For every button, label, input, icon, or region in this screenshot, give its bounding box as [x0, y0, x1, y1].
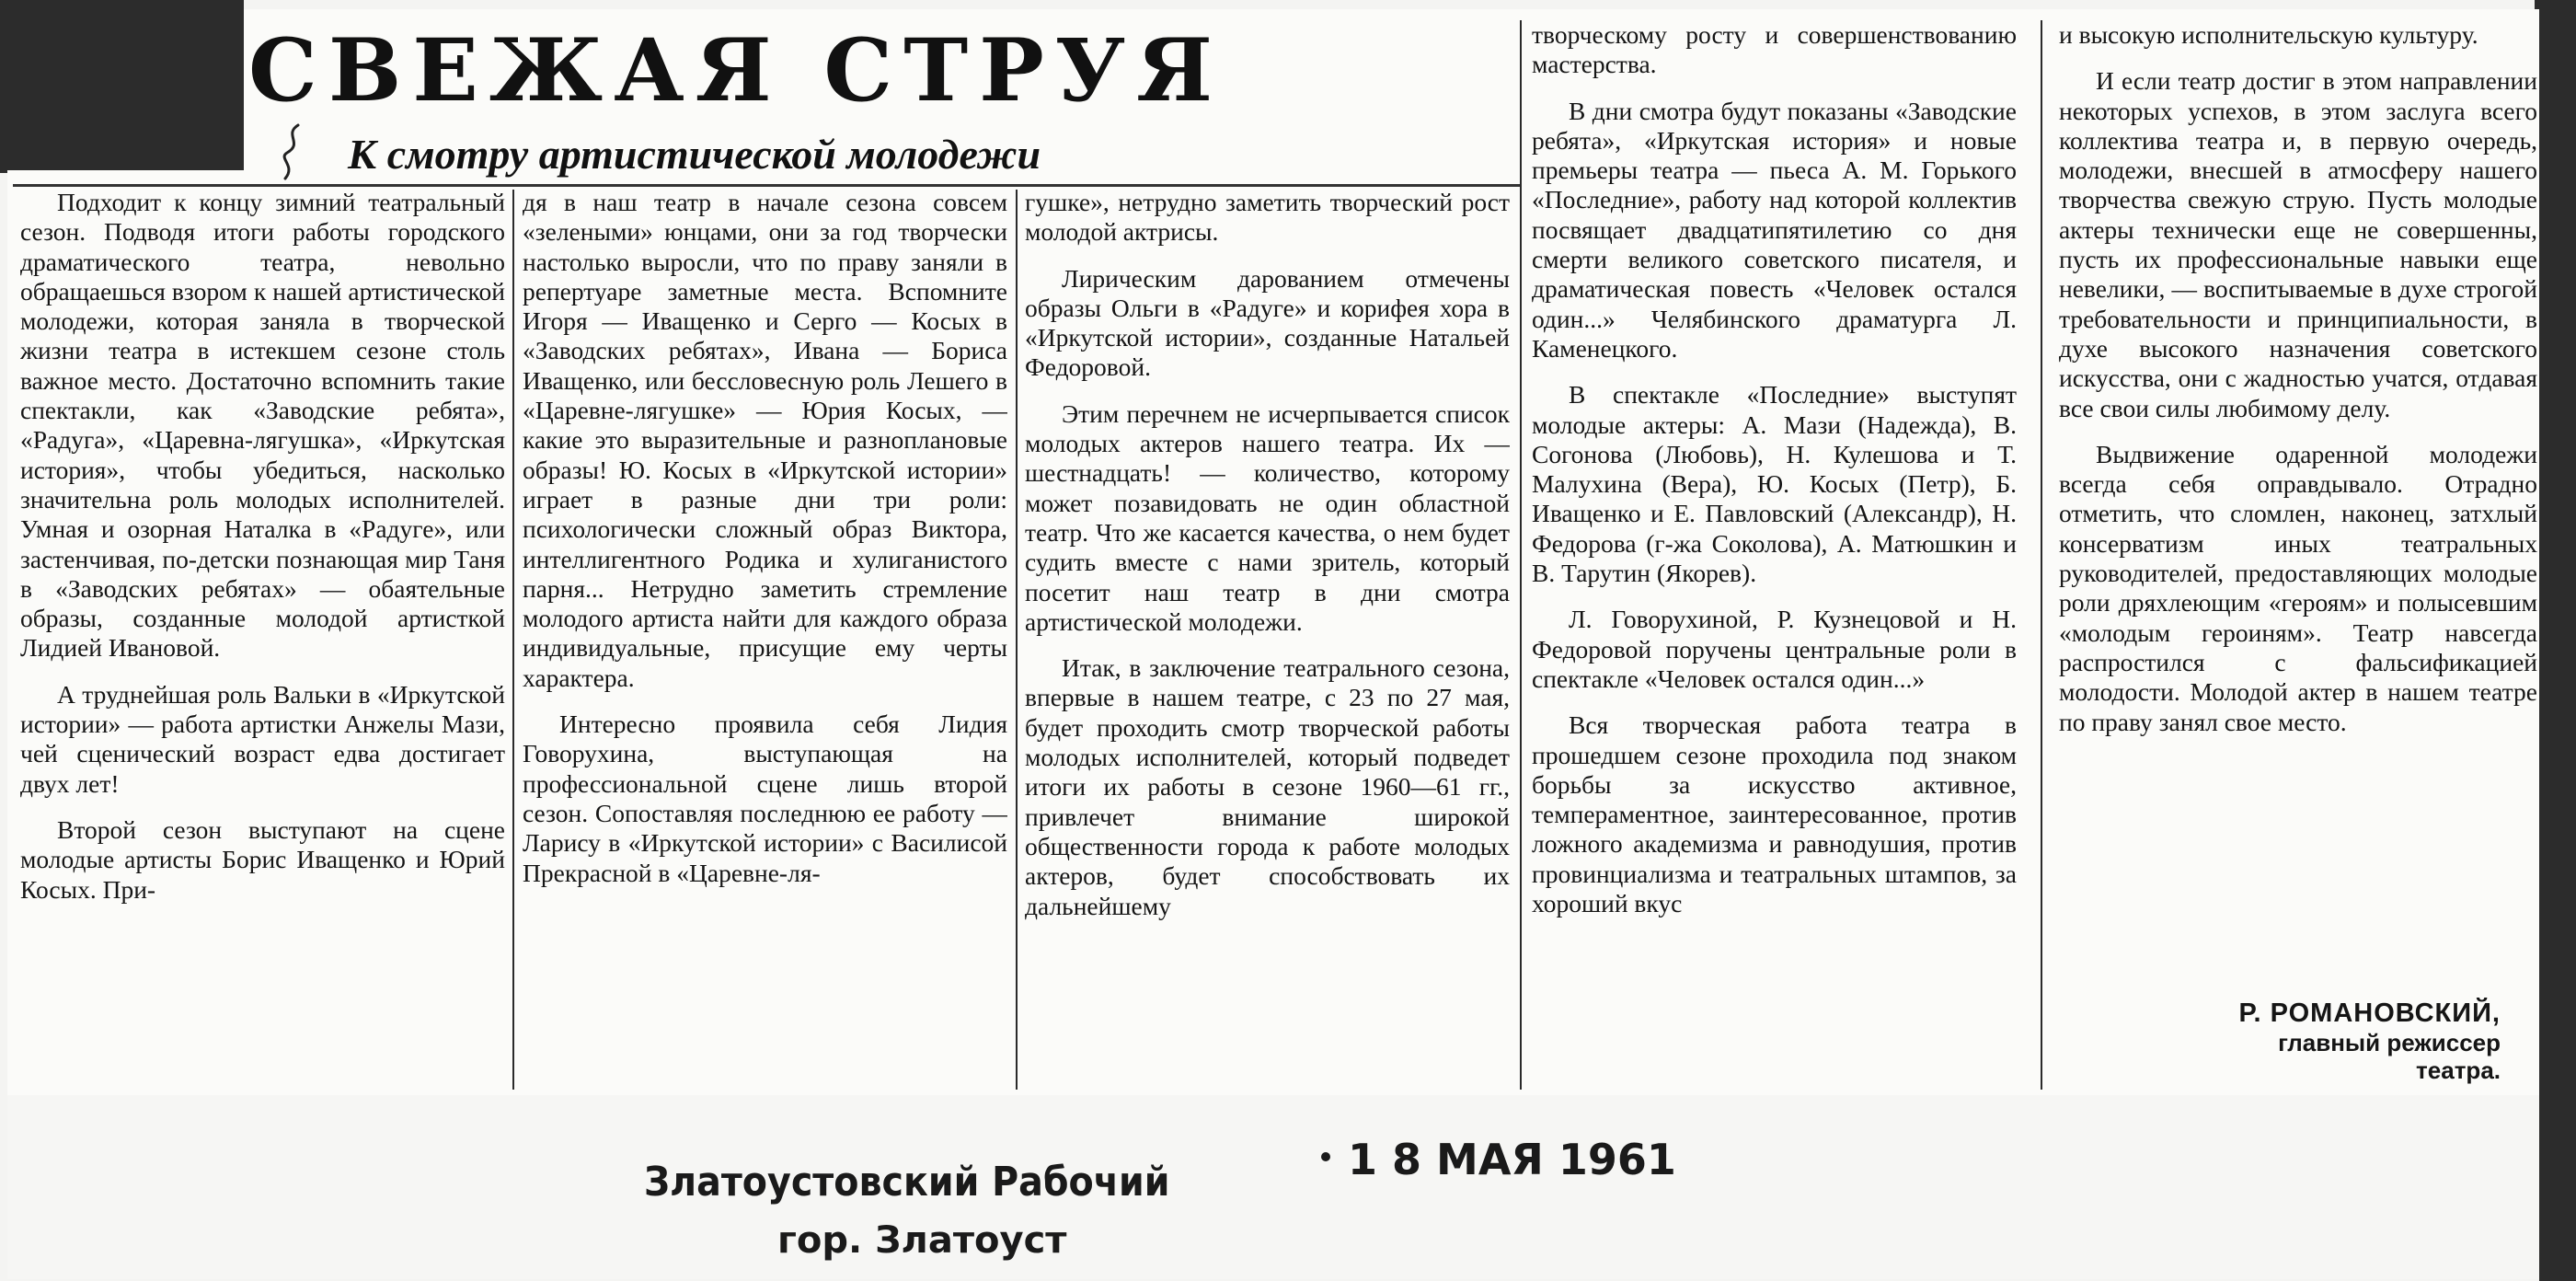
article-paragraph: творческому росту и совершенствованию мастерства. — [1532, 20, 2017, 79]
archive-card — [7, 1095, 2539, 1279]
article-column-3 — [1025, 188, 1510, 1091]
article-paragraph: Итак, в заключение театрального сезона, впервые в нашем театре, с 23 по 27 мая, будет проходить смотр творческой работы молодых исполнителей, который подведет итоги их работы в сезоне 1960—61 гг., привлечет внимание широкой общественности города к работе молодых актеров, будет способствовать их дальнейшему — [1025, 653, 1510, 920]
article-paragraph: и высокую исполнительскую культуру. — [2059, 20, 2478, 49]
article-paragraph: Вся творческая работа театра в прошедшем сезоне проходила под знаком борьбы за искусство активное, темпераментное, заинтересованное, против ложного академизма и равнодушия, против провинциализма и театральных штампов, за хороший вкус — [1532, 710, 2017, 918]
scan-background — [0, 0, 244, 173]
article-paragraph: Лирическим дарованием отмечены образы Ольги в «Радуге» и корифея хора в «Иркутской истории», созданные Натальей Федоровой. — [1025, 263, 1510, 382]
article-paragraph: Интересно проявила себя Лидия Говорухина, выступающая на профессиональной сцене лишь второй сезон. Сопоставляя последнюю ее работу — Ларису в «Иркутской истории» с Василисой Прекрасной в «Царевне-ля- — [523, 710, 1007, 887]
article-headline: СВЕЖАЯ СТРУЯ — [248, 20, 1225, 121]
article-paragraph: Выдвижение одаренной молодежи всегда себя оправдывало. Отрадно отметить, что сломлен, наконец, затхлый консерватизм иных театральных руководителей, предоставляющих молодые роли дряхлеющим «героям» и полысевшим «молодым героиням». Театр навсегда распростился с фальсификацией молодости. Молодой актер в нашем театре по праву занял свое место. — [2059, 439, 2537, 736]
column-divider — [1016, 190, 1018, 1090]
author-title: главный режиссер — [2278, 1029, 2501, 1056]
article-paragraph: Подходит к концу зимний театральный сезон. Подводя итоги работы городского драматического театра, невольно обращаешься взором к нашей артистической молодежи, которая заняла в творческой жизни театра в истекшем сезоне столь важное место. Достаточно вспомнить такие спектакли, как «Заводские ребята», «Радуга», «Царевна-лягушка», «Иркутская история», чтобы убедиться, насколько значительна роль молодых исполнителей. Умная и озорная Наталка в «Радуге», или застенчивая, по-детски познающая мир Таня в «Заводских ребятах» — обаятельные образы, созданные молодой артисткой Лидией Ивановой. — [20, 188, 505, 663]
article-paragraph: В дни смотра будут показаны «Заводские ребята», «Иркутская история» и новые премьеры театра — пьеса А. М. Горького «Последние», работу над которой коллектив посвящает двадцатипятилетию со дня смерти великого советского писателя, и драматическая повесть «Человек остался один...» Челябинского драматурга Л. Каменецкого. — [1532, 96, 2017, 363]
header-rule — [13, 184, 1522, 187]
newspaper-stamp: Златоустовский Рабочий — [644, 1159, 1170, 1206]
column-divider — [1520, 20, 1522, 1090]
article-paragraph: В спектакле «Последние» выступят молодые актеры: А. Мази (Надежда), В. Согонова (Любовь), Н. Кулешова и Т. Малухина (Вера), Ю. Косых (Петр), Б. Иващенко и Е. Павловский (Александр), Н. Федорова (г-жа Соколова), А. Матюшкин и В. Тарутин (Якорев). — [1532, 380, 2017, 588]
author-title-line2: театра. — [2416, 1056, 2501, 1084]
city-stamp: гор. Златоуст — [777, 1219, 1067, 1262]
article-paragraph: гушке», нетрудно заметить творческий рост молодой актрисы. — [1025, 188, 1510, 247]
article-paragraph: Второй сезон выступают на сцене молодые артисты Борис Иващенко и Юрий Косых. При- — [20, 814, 505, 904]
article-column-5 — [2059, 20, 2537, 998]
article-paragraph: А труднейшая роль Вальки в «Иркутской истории» — работа артистки Анжелы Мази, чей сценический возраст едва достигает двух лет! — [20, 679, 505, 798]
author-signature — [2059, 998, 2501, 1090]
date-stamp: 1 8 МАЯ 1961 — [1348, 1135, 1676, 1184]
scan-background-corner — [2535, 0, 2576, 28]
article-paragraph: Л. Говорухиной, Р. Кузнецовой и Н. Федоровой поручены центральные роли в спектакле «Человек остался один...» — [1532, 605, 2017, 693]
article-paragraph: И если театр достиг в этом направлении некоторых успехов, в этом заслуга всего коллектива театра и, в первую очередь, молодежи, внесшей в атмосферу нашего творчества свежую струю. Пусть молодые актеры технически еще не совершенны, пусть их профессиональные навыки еще невелики, — воспитываемые в духе строгой требовательности и принципиальности, в духе высокого назначения советского искусства, они с жадностью учатся, отдавая все свои силы любимому делу. — [2059, 66, 2537, 422]
stamp-dot — [1321, 1152, 1330, 1161]
article-column-4 — [1532, 20, 2017, 1091]
article-paragraph: Этим перечнем не исчерпывается список молодых актеров нашего театра. Их — шестнадцать! — количество, которому может позавидовать не один областной театр. Что же касается качества, о нем будет судить вместе с нами зритель, который посетит наш театр в дни смотра артистической молодежи. — [1025, 398, 1510, 636]
article-column-2 — [523, 188, 1007, 1091]
column-divider — [2041, 20, 2042, 1090]
article-subheading: К смотру артистической молодежи — [348, 131, 1041, 178]
author-name: Р. РОМАНОВСКИЙ, — [2238, 998, 2501, 1028]
column-divider — [512, 190, 514, 1090]
article-paragraph: дя в наш театр в начале сезона совсем «зелеными» юнцами, они за год творчески настолько выросли, что по праву заняли в репертуаре заметные места. Вспомните Игоря — Иващенко и Серго — Косых в «Заводских ребятах», Ивана — Бориса Иващенко, или бессловесную роль Лешего в «Царевне-лягушке» — Юрия Косых, — какие это выразительные и разноплановые образы! Ю. Косых в «Иркутской истории» играет в разные дни три роли: психологически сложный образ Виктора, интеллигентного Родика и хулиганистого парня... Нетрудно заметить стремление молодого артиста найти для каждого образа индивидуальные, присущие ему черты характера. — [523, 188, 1007, 692]
article-column-1 — [20, 188, 505, 1091]
hand-mark-icon — [276, 121, 313, 186]
scan-background-right — [2539, 0, 2576, 1281]
